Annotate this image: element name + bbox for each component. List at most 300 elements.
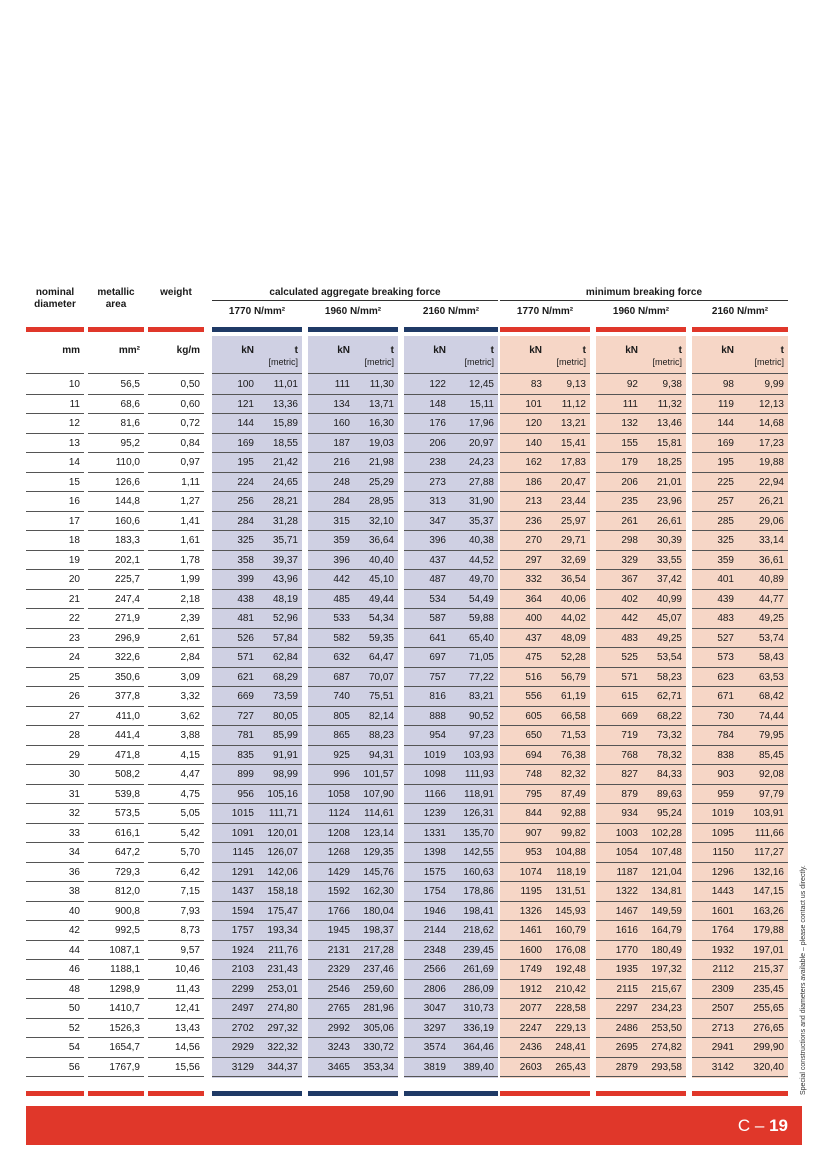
table-cell: 812,0 <box>114 886 140 897</box>
table-cell: 122 <box>429 379 446 390</box>
table-cell: 1437 <box>231 886 254 897</box>
table-cell: 1003 <box>615 827 638 839</box>
table-cell: 179,88 <box>753 925 784 936</box>
row-rule <box>308 472 398 473</box>
table-cell: 276,65 <box>753 1022 784 1034</box>
table-cell: 3,09 <box>180 671 200 683</box>
table-cell: 2695 <box>615 1042 638 1053</box>
table-cell: 3243 <box>327 1042 350 1053</box>
page-number <box>738 1116 788 1136</box>
column-bar <box>148 327 204 332</box>
table-cell: 305,06 <box>363 1022 394 1034</box>
table-cell: 49,25 <box>656 632 682 644</box>
row-rule <box>500 550 590 551</box>
table-cell: 71,05 <box>468 652 494 663</box>
table-cell: 10 <box>68 379 80 390</box>
row-rule <box>212 511 302 512</box>
table-cell: 485 <box>333 593 350 605</box>
table-cell: 80,05 <box>272 710 298 722</box>
table-cell: 52 <box>68 1022 80 1034</box>
table-cell: 65,40 <box>468 632 494 644</box>
table-cell: 954 <box>429 730 446 741</box>
table-cell: 281,96 <box>363 1003 394 1014</box>
column-bar <box>26 327 84 332</box>
table-cell: 39,37 <box>272 554 298 566</box>
row-rule <box>308 745 398 746</box>
row-rule <box>88 569 144 570</box>
table-cell: 215,67 <box>651 983 682 995</box>
table-cell: 903 <box>717 769 734 780</box>
table-cell: 1461 <box>519 925 542 936</box>
table-cell: 439 <box>717 593 734 605</box>
row-rule <box>148 530 204 531</box>
row-rule <box>212 901 302 902</box>
table-cell: 98 <box>722 379 734 390</box>
row-rule <box>500 511 590 512</box>
table-cell: 274,82 <box>651 1042 682 1053</box>
table-cell: 2,39 <box>180 613 200 624</box>
table-cell: 104,88 <box>555 847 586 858</box>
row-rule <box>308 491 398 492</box>
column-bar <box>500 327 590 332</box>
table-cell: 1074 <box>519 866 542 878</box>
row-rule <box>26 569 84 570</box>
row-rule <box>404 452 498 453</box>
table-cell: 483 <box>717 613 734 624</box>
unit-metric: [metric] <box>652 357 682 367</box>
row-rule <box>26 667 84 668</box>
row-rule <box>308 569 398 570</box>
row-rule <box>88 842 144 843</box>
table-cell: 61,19 <box>560 691 586 702</box>
table-cell: 1945 <box>327 925 350 936</box>
table-cell: 1766 <box>327 905 350 917</box>
row-rule <box>26 881 84 882</box>
table-cell: 111 <box>334 379 350 390</box>
row-rule <box>404 823 498 824</box>
row-rule <box>404 1076 498 1077</box>
row-rule <box>404 686 498 687</box>
table-cell: 36,61 <box>758 554 784 566</box>
table-cell: 92 <box>626 379 638 390</box>
table-cell: 68,6 <box>120 398 140 410</box>
table-cell: 953 <box>525 847 542 858</box>
row-rule <box>212 667 302 668</box>
table-cell: 40,06 <box>560 593 586 605</box>
row-rule <box>148 842 204 843</box>
row-rule <box>596 413 686 414</box>
table-cell: 3129 <box>231 1061 254 1073</box>
row-rule <box>26 959 84 960</box>
table-cell: 795 <box>525 788 542 800</box>
row-rule <box>692 647 788 648</box>
table-cell: 992,5 <box>114 925 140 936</box>
table-cell: 1757 <box>231 925 254 936</box>
table-cell: 1767,9 <box>109 1061 140 1073</box>
table-cell: 481 <box>237 613 254 624</box>
table-cell: 56,5 <box>120 379 140 390</box>
table-cell: 28,95 <box>368 496 394 507</box>
row-rule <box>308 959 398 960</box>
table-cell: 32 <box>68 808 80 819</box>
table-cell: 2,61 <box>180 632 200 644</box>
table-cell: 30,39 <box>656 535 682 546</box>
table-cell: 285 <box>717 515 734 527</box>
table-cell: 37,42 <box>656 574 682 585</box>
table-cell: 296,9 <box>114 632 140 644</box>
table-cell: 671 <box>717 691 734 702</box>
table-cell: 126,31 <box>463 808 494 819</box>
table-cell: 956 <box>237 788 254 800</box>
table-cell: 225,7 <box>114 574 140 585</box>
row-rule <box>692 628 788 629</box>
table-cell: 100 <box>237 379 254 390</box>
table-cell: 17,83 <box>560 457 586 468</box>
row-rule <box>212 569 302 570</box>
table-cell: 784 <box>717 730 734 741</box>
table-cell: 835 <box>237 749 254 761</box>
row-rule <box>404 862 498 863</box>
row-rule <box>148 764 204 765</box>
row-rule <box>692 1037 788 1038</box>
table-cell: 40,38 <box>468 535 494 546</box>
row-rule <box>596 433 686 434</box>
table-cell: 28 <box>68 730 80 741</box>
table-cell: 62,71 <box>656 691 682 702</box>
table-cell: 1208 <box>327 827 350 839</box>
unit-metric: [metric] <box>754 357 784 367</box>
row-rule <box>26 530 84 531</box>
table-cell: 2103 <box>231 964 254 975</box>
table-cell: 442 <box>621 613 638 624</box>
table-cell: 571 <box>621 671 638 683</box>
row-rule <box>308 940 398 941</box>
table-cell: 103,91 <box>753 808 784 819</box>
row-rule <box>500 628 590 629</box>
table-cell: 2,84 <box>180 652 200 663</box>
row-rule <box>212 589 302 590</box>
table-cell: 206 <box>429 437 446 449</box>
table-cell: 0,72 <box>180 418 200 429</box>
row-rule <box>26 511 84 512</box>
row-rule <box>26 589 84 590</box>
table-cell: 195 <box>717 457 734 468</box>
grade-header: 1960 N/mm² <box>324 306 382 317</box>
row-rule <box>404 608 498 609</box>
table-cell: 2112 <box>712 964 734 975</box>
row-rule <box>308 394 398 395</box>
table-cell: 396 <box>429 535 446 546</box>
table-cell: 325 <box>237 535 254 546</box>
unit-kn: kN <box>625 345 638 356</box>
table-cell: 9,13 <box>566 379 586 390</box>
column-bar <box>148 1091 204 1096</box>
table-cell: 54 <box>68 1042 80 1053</box>
table-cell: 271,9 <box>114 613 140 624</box>
row-rule <box>88 530 144 531</box>
row-rule <box>596 920 686 921</box>
row-rule <box>212 530 302 531</box>
table-cell: 3465 <box>327 1061 350 1073</box>
table-cell: 35,37 <box>468 515 494 527</box>
table-cell: 111 <box>622 398 638 410</box>
row-rule <box>692 1076 788 1077</box>
table-cell: 615 <box>621 691 638 702</box>
table-cell: 11,32 <box>657 398 682 410</box>
table-cell: 160,79 <box>555 925 586 936</box>
table-cell: 40,40 <box>368 554 394 566</box>
row-rule <box>404 979 498 980</box>
unit-t: t <box>490 345 494 356</box>
table-cell: 180,49 <box>651 944 682 956</box>
row-rule <box>88 862 144 863</box>
row-rule <box>404 569 498 570</box>
table-cell: 218,62 <box>463 925 494 936</box>
row-rule <box>212 920 302 921</box>
row-rule <box>500 569 590 570</box>
row-rule <box>500 764 590 765</box>
row-rule <box>692 725 788 726</box>
table-cell: 270 <box>525 535 542 546</box>
row-rule <box>596 647 686 648</box>
table-cell: 12,45 <box>468 379 494 390</box>
table-cell: 907 <box>525 827 542 839</box>
table-cell: 1098 <box>423 769 446 780</box>
table-cell: 121,04 <box>651 866 682 878</box>
row-rule <box>692 706 788 707</box>
table-cell: 2247 <box>519 1022 542 1034</box>
table-cell: 235 <box>621 496 638 507</box>
table-cell: 1195 <box>520 886 542 897</box>
table-cell: 54,34 <box>368 613 394 624</box>
row-rule <box>212 491 302 492</box>
table-cell: 195 <box>237 457 254 468</box>
table-cell: 2077 <box>519 1003 542 1014</box>
row-rule <box>212 959 302 960</box>
unit-t: t <box>390 345 394 356</box>
table-cell: 20,97 <box>468 437 494 449</box>
table-cell: 175,47 <box>267 905 298 917</box>
table-cell: 719 <box>621 730 638 741</box>
table-cell: 97,79 <box>758 788 784 800</box>
table-cell: 402 <box>621 593 638 605</box>
table-cell: 97,23 <box>468 730 494 741</box>
table-cell: 237,46 <box>363 964 394 975</box>
row-rule <box>596 959 686 960</box>
table-cell: 1754 <box>423 886 446 897</box>
row-rule <box>404 589 498 590</box>
table-cell: 83,21 <box>468 691 494 702</box>
table-cell: 16 <box>68 496 80 507</box>
table-cell: 364,46 <box>463 1042 494 1053</box>
unit-t: t <box>582 345 586 356</box>
row-rule <box>596 628 686 629</box>
unit-kn: kN <box>433 345 446 356</box>
table-cell: 238 <box>429 457 446 468</box>
table-cell: 68,29 <box>272 671 298 683</box>
row-rule <box>148 823 204 824</box>
table-cell: 42 <box>68 925 80 936</box>
row-rule <box>596 589 686 590</box>
table-cell: 1239 <box>423 808 446 819</box>
row-rule <box>212 1037 302 1038</box>
table-cell: 58,23 <box>656 671 682 683</box>
table-cell: 336,19 <box>463 1022 494 1034</box>
row-rule <box>308 803 398 804</box>
table-cell: 13,46 <box>656 418 682 429</box>
table-cell: 142,55 <box>463 847 494 858</box>
row-rule <box>148 784 204 785</box>
table-cell: 107,90 <box>363 788 394 800</box>
header-rule <box>404 373 498 374</box>
table-cell: 135,70 <box>463 827 494 839</box>
table-cell: 253,01 <box>267 983 298 995</box>
row-rule <box>500 803 590 804</box>
column-bar <box>212 1091 302 1096</box>
table-cell: 15 <box>68 476 80 488</box>
row-rule <box>212 452 302 453</box>
table-cell: 2348 <box>423 944 446 956</box>
table-cell: 827 <box>621 769 638 780</box>
table-cell: 229,13 <box>555 1022 586 1034</box>
table-cell: 900,8 <box>114 905 140 917</box>
table-cell: 27 <box>68 710 80 722</box>
column-bar <box>308 327 398 332</box>
table-cell: 359 <box>717 554 734 566</box>
table-cell: 1946 <box>423 905 446 917</box>
row-rule <box>148 1018 204 1019</box>
table-cell: 959 <box>717 788 734 800</box>
unit-metric: [metric] <box>268 357 298 367</box>
table-cell: 1,11 <box>181 476 200 488</box>
header-metallic-area: metallic area <box>97 287 135 310</box>
table-cell: 121 <box>237 398 254 410</box>
table-cell: 533 <box>333 613 350 624</box>
row-rule <box>692 511 788 512</box>
table-cell: 757 <box>429 671 446 683</box>
table-cell: 1592 <box>327 886 350 897</box>
table-cell: 11,01 <box>273 379 298 390</box>
table-cell: 163,26 <box>753 905 784 917</box>
row-rule <box>26 452 84 453</box>
row-rule <box>88 511 144 512</box>
row-rule <box>692 940 788 941</box>
row-rule <box>596 394 686 395</box>
unit-t: t <box>294 345 298 356</box>
table-cell: 178,86 <box>463 886 494 897</box>
table-cell: 216 <box>333 457 350 468</box>
table-cell: 1,61 <box>180 535 200 546</box>
row-rule <box>500 433 590 434</box>
row-rule <box>308 433 398 434</box>
table-cell: 3142 <box>711 1061 734 1073</box>
unit-t: t <box>678 345 682 356</box>
table-cell: 198,37 <box>363 925 394 936</box>
table-cell: 526 <box>237 632 254 644</box>
table-cell: 1410,7 <box>109 1003 140 1014</box>
unit-mm: mm <box>62 345 80 356</box>
row-rule <box>596 569 686 570</box>
row-rule <box>88 1037 144 1038</box>
table-cell: 34 <box>68 847 80 858</box>
row-rule <box>596 1018 686 1019</box>
row-rule <box>26 1057 84 1058</box>
unit-t: t <box>780 345 784 356</box>
table-cell: 401 <box>717 574 734 585</box>
row-rule <box>88 803 144 804</box>
row-rule <box>404 745 498 746</box>
table-cell: 605 <box>525 710 542 722</box>
table-cell: 44 <box>68 944 80 956</box>
table-cell: 347 <box>429 515 446 527</box>
table-cell: 14,68 <box>758 418 784 429</box>
header-rule <box>148 373 204 374</box>
table-cell: 26 <box>68 691 80 702</box>
row-rule <box>692 394 788 395</box>
table-cell: 75,51 <box>368 691 394 702</box>
row-rule <box>596 1037 686 1038</box>
table-cell: 616,1 <box>114 827 140 839</box>
table-cell: 120 <box>525 418 542 429</box>
table-cell: 53,54 <box>656 652 682 663</box>
table-cell: 582 <box>333 632 350 644</box>
row-rule <box>212 550 302 551</box>
table-cell: 248,41 <box>555 1042 586 1053</box>
table-cell: 1770 <box>615 944 638 956</box>
table-cell: 202,1 <box>114 554 140 566</box>
row-rule <box>500 491 590 492</box>
row-rule <box>500 686 590 687</box>
table-cell: 23,96 <box>656 496 682 507</box>
minimum-group-underline <box>500 300 788 301</box>
row-rule <box>404 920 498 921</box>
row-rule <box>500 842 590 843</box>
table-cell: 110,0 <box>115 457 140 468</box>
column-bar <box>308 1091 398 1096</box>
row-rule <box>404 647 498 648</box>
table-cell: 587 <box>429 613 446 624</box>
row-rule <box>596 881 686 882</box>
table-cell: 2486 <box>615 1022 638 1034</box>
table-cell: 186 <box>525 476 542 488</box>
table-cell: 816 <box>429 691 446 702</box>
table-cell: 1575 <box>423 866 446 878</box>
row-rule <box>212 413 302 414</box>
row-rule <box>404 1037 498 1038</box>
row-rule <box>308 998 398 999</box>
column-bar <box>404 1091 498 1096</box>
table-cell: 12,41 <box>174 1003 200 1014</box>
table-cell: 3,62 <box>180 710 200 722</box>
table-cell: 748 <box>525 769 542 780</box>
row-rule <box>148 628 204 629</box>
row-rule <box>404 784 498 785</box>
row-rule <box>26 823 84 824</box>
row-rule <box>500 862 590 863</box>
row-rule <box>26 803 84 804</box>
table-cell: 865 <box>333 730 350 741</box>
row-rule <box>88 608 144 609</box>
table-cell: 1150 <box>712 847 734 858</box>
table-cell: 111,93 <box>464 769 494 780</box>
table-cell: 44,77 <box>758 593 784 605</box>
table-cell: 91,91 <box>272 749 298 761</box>
table-cell: 31 <box>68 788 80 800</box>
table-cell: 206 <box>621 476 638 488</box>
table-cell: 687 <box>333 671 350 683</box>
table-cell: 35,71 <box>272 535 298 546</box>
row-rule <box>212 998 302 999</box>
